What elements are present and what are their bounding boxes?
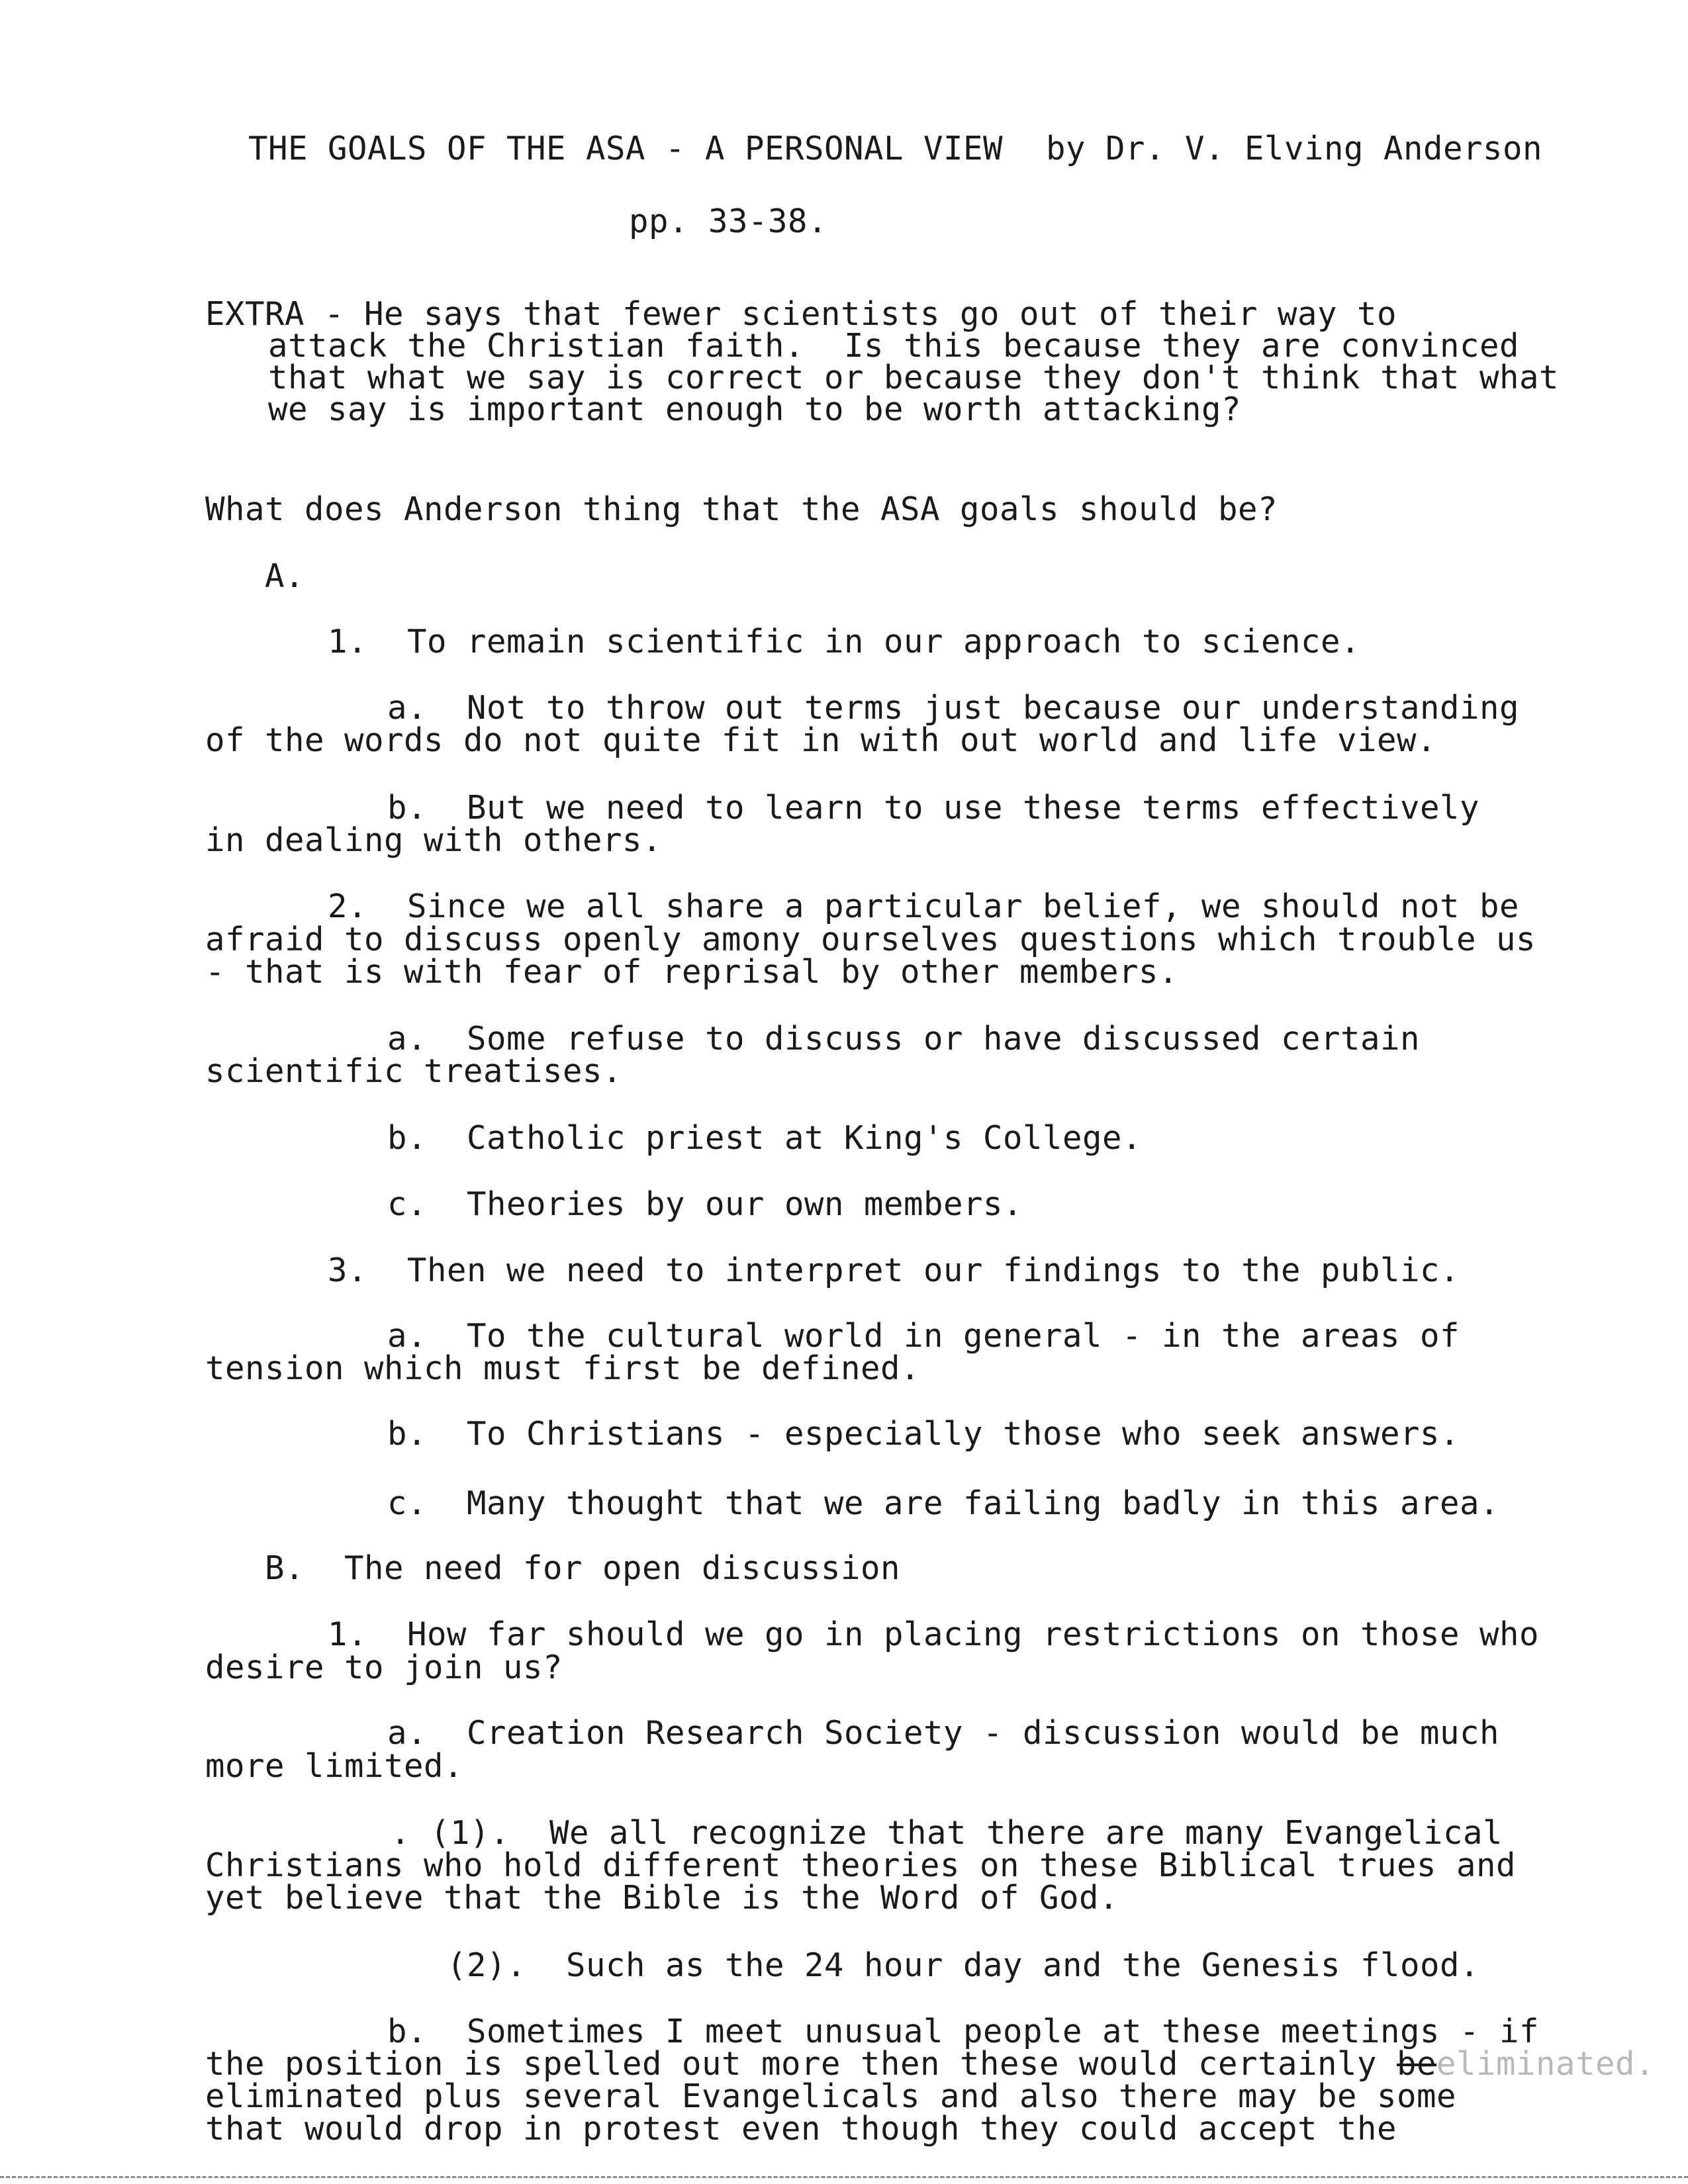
- extra-line-1: EXTRA - He says that fewer scientists go out of their way to: [205, 295, 1397, 333]
- outline-item-a3a-line-1: a. To the cultural world in general - in the areas of: [387, 1317, 1460, 1355]
- outline-item-b1a1-line-2: Christians who hold different theories on these Biblical trues and: [205, 1846, 1517, 1884]
- page-bottom-edge: [0, 2176, 1688, 2178]
- faint-correction: eliminated.: [1436, 2045, 1656, 2083]
- extra-line-4: we say is important enough to be worth attacking?: [268, 390, 1242, 428]
- outline-item-a2-line-3: - that is with fear of reprisal by other members.: [205, 953, 1179, 991]
- outline-item-b1b-line-3: eliminated plus several Evangelicals and also there may be some: [205, 2077, 1457, 2115]
- outline-item-a2-line-2: afraid to discuss openly amony ourselves questions which trouble us: [205, 921, 1536, 958]
- outline-item-b1b-line-4: that would drop in protest even though they could accept the: [205, 2110, 1397, 2148]
- extra-line-3: that what we say is correct or because they don't think that what: [268, 359, 1560, 396]
- outline-item-b1a2: (2). Such as the 24 hour day and the Genesis flood.: [447, 1946, 1480, 1984]
- outline-item-b1a1-line-3: yet believe that the Bible is the Word of God.: [205, 1879, 1119, 1917]
- outline-item-a3b: b. To Christians - especially those who seek answers.: [387, 1415, 1460, 1453]
- outline-item-a1: 1. To remain scientific in our approach to science.: [328, 623, 1361, 660]
- outline-item-b1-line-1: 1. How far should we go in placing restrictions on those who: [328, 1615, 1540, 1653]
- outline-item-a1a-line-1: a. Not to throw out terms just because our understanding: [387, 689, 1520, 727]
- main-question: What does Anderson thing that the ASA goals should be?: [205, 490, 1278, 528]
- outline-item-b1a-line-2: more limited.: [205, 1747, 464, 1785]
- outline-item-a2c: c. Theories by our own members.: [387, 1185, 1023, 1223]
- struck-out-word: be: [1397, 2045, 1437, 2083]
- outline-item-a2b: b. Catholic priest at King's College.: [387, 1119, 1143, 1157]
- outline-item-a1b-line-2: in dealing with others.: [205, 821, 663, 859]
- extra-line-2: attack the Christian faith. Is this because they are convinced: [268, 327, 1520, 365]
- b1b-line-2-text: the position is spelled out more then these would certainly: [205, 2045, 1397, 2083]
- outline-item-a3: 3. Then we need to interpret our findings to the public.: [328, 1251, 1460, 1289]
- outline-item-a1b-line-1: b. But we need to learn to use these terms effectively: [387, 789, 1480, 827]
- outline-item-a1a-line-2: of the words do not quite fit in with out world and life view.: [205, 721, 1437, 759]
- outline-item-a2-line-1: 2. Since we all share a particular belief, we should not be: [328, 887, 1520, 925]
- outline-item-a3c: c. Many thought that we are failing badly in this area.: [387, 1484, 1500, 1522]
- document-byline: by Dr. V. Elving Anderson: [1046, 130, 1543, 167]
- outline-item-a2a-line-2: scientific treatises.: [205, 1052, 623, 1090]
- outline-item-a3a-line-2: tension which must first be defined.: [205, 1349, 921, 1387]
- outline-item-b1b-line-2: [205, 2045, 1656, 2083]
- outline-item-b1a-line-1: a. Creation Research Society - discussion would be much: [387, 1714, 1500, 1752]
- outline-item-b1a1-line-1: . (1). We all recognize that there are many Evangelical: [391, 1814, 1503, 1852]
- page-range: pp. 33-38.: [629, 203, 828, 240]
- document-title: THE GOALS OF THE ASA - A PERSONAL VIEW: [248, 130, 1004, 167]
- outline-item-b1-line-2: desire to join us?: [205, 1649, 563, 1686]
- outline-item-b1b-line-1: b. Sometimes I meet unusual people at these meetings - if: [387, 2013, 1540, 2050]
- outline-heading-b: B. The need for open discussion: [265, 1549, 901, 1587]
- outline-heading-a: A.: [265, 557, 305, 595]
- outline-item-a2a-line-1: a. Some refuse to discuss or have discussed certain: [387, 1020, 1421, 1058]
